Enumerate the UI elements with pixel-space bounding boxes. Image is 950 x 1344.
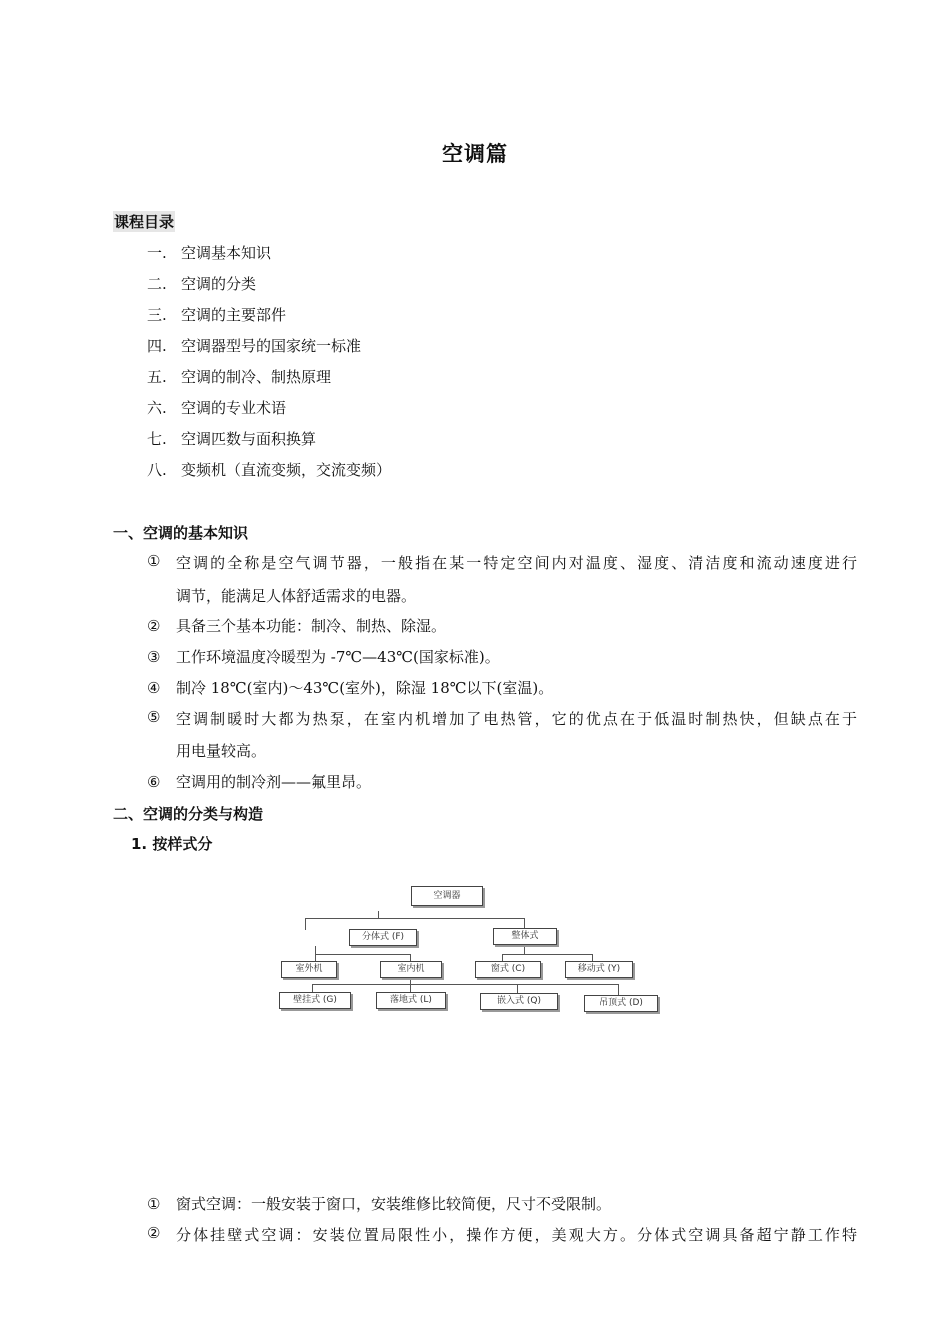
toc-item-text: 空调匹数与面积换算	[181, 430, 317, 448]
toc-item-number: 七.	[147, 430, 167, 448]
diagram-node-unit: 整体式	[493, 928, 557, 945]
list-item-text: 制冷 18℃(室内)～43℃(室外)，除湿 18℃以下(室温)。	[176, 679, 554, 697]
list-marker: ⑤	[147, 708, 161, 726]
classification-diagram	[277, 884, 667, 1016]
connector-line	[305, 918, 525, 919]
list-marker: ①	[147, 1195, 161, 1213]
list-item-text: 空调制暖时大都为热泵，在室内机增加了电热管，它的优点在于低温时制热快，但缺点在于	[176, 710, 857, 728]
toc-item-number: 一.	[147, 244, 167, 262]
diagram-node-window: 窗式 (C)	[475, 961, 541, 978]
toc-item-text: 空调基本知识	[181, 244, 272, 262]
toc-item-text: 空调的专业术语	[181, 399, 287, 417]
list-item-text: 工作环境温度冷暖型为 -7℃—43℃(国家标准)。	[176, 648, 500, 666]
section-heading: 二、空调的分类与构造	[113, 805, 264, 823]
list-item	[147, 1193, 611, 1214]
toc-item-number: 二.	[147, 275, 167, 293]
list-marker: ②	[147, 617, 161, 635]
diagram-node-ceiling: 吊顶式 (D)	[584, 995, 658, 1012]
toc-item-number: 五.	[147, 368, 167, 386]
toc-item-number: 八.	[147, 461, 167, 479]
toc-item	[147, 428, 316, 449]
connector-line	[618, 984, 619, 995]
list-marker: ①	[147, 552, 161, 570]
diagram-node-indoor: 室内机	[380, 961, 442, 978]
diagram-node-mobile: 移动式 (Y)	[565, 961, 633, 978]
list-marker: ④	[147, 679, 161, 697]
toc-item	[147, 459, 391, 480]
connector-line	[315, 954, 410, 955]
list-marker: ③	[147, 648, 161, 666]
subsection-heading: 1. 按样式分	[131, 835, 213, 853]
page-title: 空调篇	[442, 142, 508, 166]
list-item	[147, 646, 500, 667]
toc-item	[147, 335, 361, 356]
toc-item-text: 空调的主要部件	[181, 306, 287, 324]
list-marker: ②	[147, 1224, 161, 1242]
connector-line	[410, 977, 411, 984]
connector-line	[502, 954, 592, 955]
list-item-text: 具备三个基本功能：制冷、制热、除湿。	[176, 617, 447, 635]
list-item-text: 分体挂壁式空调：安装位置局限性小，操作方便，美观大方。分体式空调具备超宁静工作特	[176, 1226, 857, 1244]
list-item	[147, 771, 371, 792]
connector-line	[524, 944, 525, 954]
toc-item-number: 三.	[147, 306, 167, 324]
toc-item-text: 空调器型号的国家统一标准	[181, 337, 362, 355]
list-item-text-continued: 用电量较高。	[176, 742, 267, 760]
toc-item-number: 四.	[147, 337, 167, 355]
list-item-text: 空调用的制冷剂——氟里昂。	[176, 773, 372, 791]
connector-line	[517, 984, 518, 993]
diagram-node-floor: 落地式 (L)	[376, 992, 446, 1009]
toc-item-text: 空调的分类	[181, 275, 257, 293]
connector-line	[305, 918, 306, 930]
diagram-node-split: 分体式 (F)	[349, 929, 417, 946]
connector-line	[378, 911, 379, 918]
toc-item	[147, 304, 286, 325]
diagram-node-outdoor: 室外机	[281, 961, 337, 978]
section-heading: 一、空调的基本知识	[113, 524, 249, 542]
toc-item	[147, 366, 331, 387]
list-item-text-continued: 调节，能满足人体舒适需求的电器。	[176, 587, 417, 605]
toc-heading: 课程目录	[114, 213, 175, 231]
list-item-text: 窗式空调：一般安装于窗口，安装维修比较简便，尺寸不受限制。	[176, 1195, 612, 1213]
toc-item-number: 六.	[147, 399, 167, 417]
toc-item	[147, 273, 256, 294]
toc-item-text: 变频机（直流变频，交流变频）	[181, 461, 392, 479]
toc-item-text: 空调的制冷、制热原理	[181, 368, 332, 386]
list-item	[147, 615, 446, 636]
list-item	[147, 552, 176, 570]
list-item	[147, 1224, 176, 1242]
list-item	[147, 677, 553, 698]
list-item-text: 空调的全称是空气调节器，一般指在某一特定空间内对温度、湿度、清洁度和流动速度进行	[176, 554, 857, 572]
toc-item	[147, 397, 286, 418]
diagram-node-wall: 壁挂式 (G)	[279, 992, 351, 1009]
connector-line	[315, 946, 316, 954]
list-item	[147, 708, 176, 726]
list-marker: ⑥	[147, 773, 161, 791]
diagram-node-root: 空调器	[411, 886, 483, 906]
diagram-node-embedded: 嵌入式 (Q)	[480, 993, 558, 1010]
toc-item	[147, 242, 271, 263]
connector-line	[312, 984, 618, 985]
